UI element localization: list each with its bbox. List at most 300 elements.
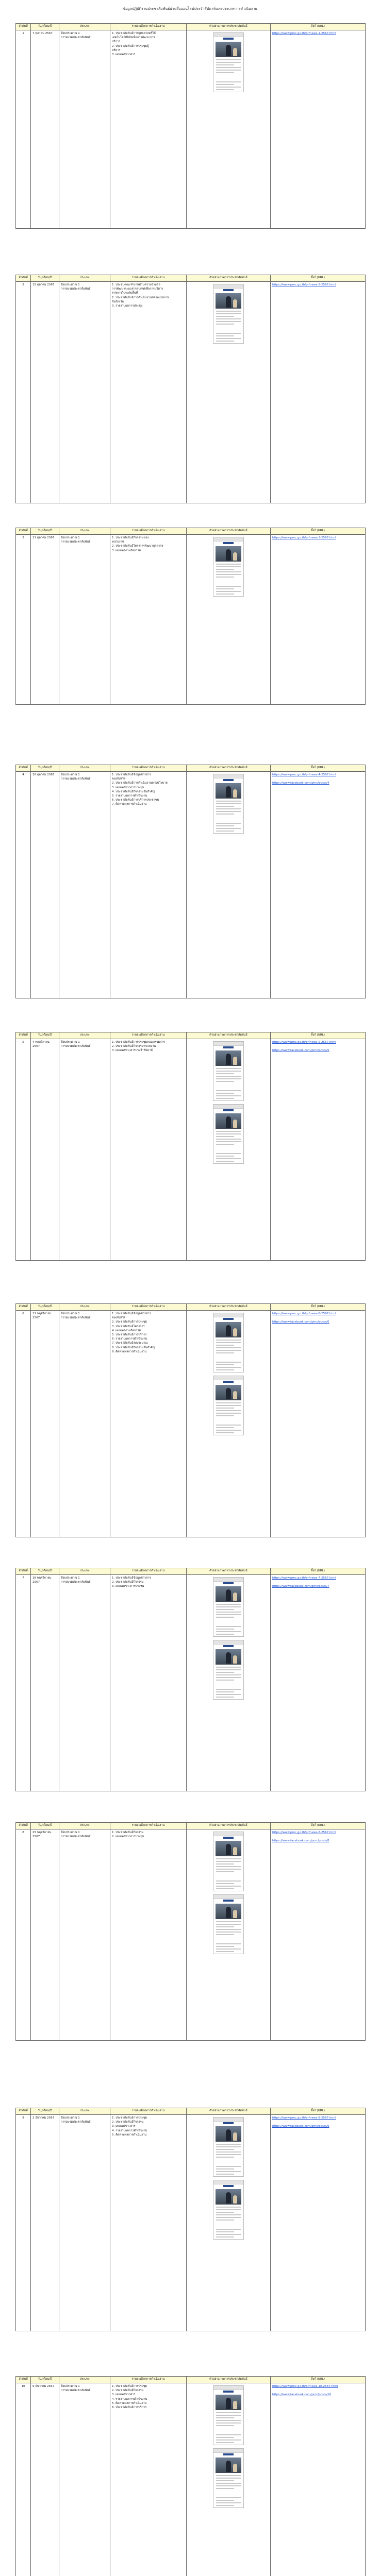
thumbnail-text-line	[216, 801, 241, 802]
thumbnail-text-line	[216, 1364, 234, 1365]
thumbnail-figure	[226, 1652, 231, 1664]
record-category	[59, 1575, 110, 1791]
thumbnail-text-line	[216, 1886, 241, 1887]
column-header: ตัวอย่างภาพการประชาสัมพันธ์	[187, 1823, 271, 1829]
thumbnail-text-line	[216, 2500, 234, 2501]
column-header: วัน/เดือน/ปี	[31, 2108, 59, 2115]
thumbnail-text-line	[216, 1667, 241, 1668]
thumbnail-text-line	[216, 59, 241, 60]
category-line: การอบรมประชาสัมพันธ์	[61, 36, 91, 40]
thumbnail-figure	[233, 552, 237, 561]
detail-line: 4. เผยแพร่ภาพกิจกรรม	[112, 1329, 141, 1332]
column-header: ตัวอย่างภาพการประชาสัมพันธ์	[187, 24, 271, 30]
thumbnail-text-line	[216, 321, 241, 322]
record-table	[15, 275, 366, 503]
thumbnail-spacer	[213, 1355, 243, 1360]
column-header: ตัวอย่างภาพการประชาสัมพันธ์	[187, 1032, 271, 1039]
thumbnail-text-line	[216, 1078, 241, 1079]
record-link[interactable]: https://www.facebook.com/pmc/posts/6	[272, 1320, 329, 1324]
thumbnail-text-line	[216, 1073, 234, 1074]
record-table	[15, 1822, 366, 2041]
detail-line: 5. รายงานผลการดำเนินงาน	[112, 794, 147, 798]
thumbnail-photo	[216, 1904, 241, 1919]
column-header: วัน/เดือน/ปี	[31, 2377, 59, 2383]
thumbnail-text-line	[216, 2417, 234, 2418]
column-header: ตัวอย่างภาพการประชาสัมพันธ์	[187, 2377, 271, 2383]
thumbnail-text-line	[216, 64, 234, 65]
category-line: ปีงบประมาณ 1	[61, 2116, 80, 2120]
column-header: ลำดับที่	[16, 1304, 31, 1311]
record-links	[271, 30, 366, 229]
column-header: ประเภท	[59, 1823, 110, 1829]
record-category	[59, 1311, 110, 1537]
category-line: ปีงบประมาณ 1	[61, 1577, 80, 1580]
thumbnail-text-line	[216, 2480, 234, 2481]
thumbnail-text-line	[216, 1858, 241, 1859]
record-links	[271, 772, 366, 998]
thumbnail-photo	[216, 1113, 241, 1129]
detail-line: 2. ประชาสัมพันธ์การดำเนินงานของหน่วยงาน	[112, 296, 169, 299]
thumbnail-text-line	[216, 2231, 234, 2232]
detail-line: 2. ประชาสัมพันธ์การประชุม	[112, 1320, 147, 1324]
thumbnail-text-line	[216, 2412, 241, 2413]
screenshot-thumbnail	[213, 2448, 244, 2508]
thumbnail-text-line	[216, 577, 234, 578]
table-row	[16, 1039, 366, 1261]
record-link[interactable]: https://www.facebook.com/pmc/posts/9	[272, 2125, 329, 2128]
record-links	[271, 1311, 366, 1537]
record-table	[15, 765, 366, 998]
thumbnail-text-line	[216, 1631, 241, 1632]
thumbnail-text-line	[216, 1680, 234, 1681]
thumbnail-text-line	[216, 828, 241, 829]
thumbnail-header	[213, 1042, 243, 1046]
thumbnail-text-line	[216, 1402, 241, 1403]
thumbnail-spacer	[213, 2490, 243, 2496]
thumbnail-text-line	[216, 1951, 234, 1952]
thumbnail-photo	[216, 2395, 241, 2410]
column-header: รายละเอียดการดำเนินงาน	[110, 24, 187, 30]
thumbnail-text-line	[216, 574, 241, 575]
thumbnail-logo	[223, 38, 234, 40]
detail-line: 3. เผยแพร่ภาพกิจกรรม	[112, 549, 141, 552]
thumbnail-text-line	[216, 2168, 234, 2170]
column-header: ลิ้งก์ (URL)	[271, 275, 366, 282]
category-line: การอบรมประชาสัมพันธ์	[61, 1835, 91, 1839]
record-links	[271, 1039, 366, 1261]
thumbnail-logo	[223, 1837, 234, 1839]
record-link[interactable]: https://www.pmc.go.th/pr/news-2-2567.html	[272, 283, 336, 286]
record-category	[59, 1829, 110, 2041]
record-table	[15, 528, 366, 705]
thumbnail-text-line	[216, 2420, 241, 2421]
record-screenshots	[187, 30, 271, 229]
detail-line: 1. ประชาสัมพันธ์กิจกรรม	[112, 1831, 144, 1834]
thumbnail-text-line	[216, 1161, 234, 1162]
thumbnail-logo	[223, 289, 234, 291]
column-header: ลำดับที่	[16, 275, 31, 282]
thumbnail-text-line	[216, 313, 241, 314]
record-details	[110, 1829, 187, 2041]
thumbnail-figure	[233, 1910, 237, 1918]
thumbnail-header	[213, 1578, 243, 1582]
record-screenshots	[187, 1829, 271, 2041]
thumbnail-text-line	[216, 564, 241, 565]
column-header: ลำดับที่	[16, 2108, 31, 2115]
thumbnail-photo	[216, 1649, 241, 1665]
thumbnail-text-line	[216, 2209, 241, 2210]
thumbnail-text-line	[216, 2422, 241, 2424]
thumbnail-text-line	[216, 2415, 241, 2416]
detail-line: 2. ประชาสัมพันธ์กิจกรรมหน่วยงาน	[112, 1045, 156, 1048]
thumbnail-figure	[233, 2195, 237, 2204]
thumbnail-text-line	[216, 2154, 241, 2155]
detail-line: ของจังหวัด	[112, 777, 126, 781]
thumbnail-text-line	[216, 2234, 241, 2235]
detail-line: 4. ประชาสัมพันธ์กิจกรรมวันสำคัญ	[112, 790, 155, 793]
column-header: ลำดับที่	[16, 2377, 31, 2383]
column-header: วัน/เดือน/ปี	[31, 1823, 59, 1829]
record-category	[59, 772, 110, 998]
thumbnail-logo	[223, 779, 234, 781]
thumbnail-text-line	[216, 316, 234, 317]
thumbnail-text-line	[216, 338, 241, 339]
thumbnail-text-line	[216, 1342, 241, 1343]
detail-line: การพัฒนาระบบสารสนเทศเพื่อการบริหาร	[112, 287, 163, 291]
table-header-row	[16, 765, 366, 772]
record-date: 18 พฤศจิกายน 2567	[31, 1575, 59, 1791]
record-link[interactable]: https://www.facebook.com/pmc/posts/8	[272, 1839, 329, 1843]
thumbnail-photo	[216, 2126, 241, 2142]
detail-line: 6. ประชาสัมพันธ์การบริการประชาชน	[112, 799, 159, 802]
thumbnail-figure	[233, 1592, 237, 1601]
thumbnail-text-line	[216, 2157, 234, 2158]
record-details	[110, 535, 187, 705]
thumbnail-header	[213, 2449, 243, 2453]
thumbnail-header	[213, 1105, 243, 1109]
record-date: 4 พฤศจิกายน 2567	[31, 1039, 59, 1261]
thumbnail-header	[213, 2180, 243, 2184]
thumbnail-text-line	[216, 1156, 234, 1157]
detail-line: บริการ	[112, 40, 121, 44]
column-header: ประเภท	[59, 1568, 110, 1575]
category-line: ปีงบประมาณ 1	[61, 536, 80, 539]
thumbnail-text-line	[216, 2437, 234, 2438]
thumbnail-text-line	[216, 1131, 241, 1132]
record-link[interactable]: https://www.facebook.com/pmc/posts/4	[272, 782, 329, 785]
detail-line: 2. ประชาสัมพันธ์กิจกรรม	[112, 1581, 144, 1584]
detail-line: 3. เผยแพร่ข่าวสาร	[112, 53, 136, 57]
thumbnail-figure	[226, 1907, 231, 1918]
category-line: การอบรมประชาสัมพันธ์	[61, 1045, 91, 1048]
thumbnail-text-line	[216, 1153, 241, 1154]
thumbnail-figure	[226, 549, 231, 561]
thumbnail-text-line	[216, 2505, 234, 2506]
thumbnail-text-line	[216, 1931, 241, 1933]
detail-line: 5. ติดตามผลการดำเนินงาน	[112, 2401, 147, 2405]
record-link[interactable]: https://www.facebook.com/pmc/posts/5	[272, 1049, 329, 1053]
thumbnail-spacer	[213, 1874, 243, 1879]
column-header: รายละเอียดการดำเนินงาน	[110, 2108, 187, 2115]
thumbnail-text-line	[216, 1672, 234, 1673]
thumbnail-figure	[233, 48, 237, 56]
thumbnail-text-line	[216, 2171, 241, 2172]
thumbnail-photo	[216, 2458, 241, 2473]
thumbnail-text-line	[216, 1408, 234, 1409]
record-details	[110, 772, 187, 998]
record-details	[110, 1039, 187, 1261]
thumbnail-text-line	[216, 1609, 234, 1610]
thumbnail-text-line	[216, 2217, 241, 2218]
thumbnail-photo	[216, 546, 241, 562]
table-row	[16, 772, 366, 998]
thumbnail-text-line	[216, 2442, 234, 2443]
column-header: ตัวอย่างภาพการประชาสัมพันธ์	[187, 1304, 271, 1311]
thumbnail-photo	[216, 1385, 241, 1400]
detail-line: 1. ประชาสัมพันธ์การยุทธศาสตร์ใช้	[112, 32, 156, 35]
thumbnail-logo	[223, 2391, 234, 2393]
column-header: ประเภท	[59, 2377, 110, 2383]
table-header-row	[16, 2108, 366, 2115]
thumbnail-spacer	[213, 75, 243, 80]
thumbnail-spacer	[213, 579, 243, 584]
record-link[interactable]: https://www.pmc.go.th/pr/news-3-2567.html	[272, 536, 336, 539]
table-header-row	[16, 1568, 366, 1575]
thumbnail-text-line	[216, 591, 241, 592]
screenshot-thumbnail	[213, 2385, 244, 2445]
thumbnail-text-line	[216, 72, 234, 73]
record-screenshots	[187, 1311, 271, 1537]
table-header-row	[16, 2377, 366, 2383]
record-links	[271, 282, 366, 503]
thumbnail-text-line	[216, 1345, 234, 1346]
record-date: 15 ตุลาคม 2567	[31, 282, 59, 503]
record-table	[15, 23, 366, 229]
thumbnail-text-line	[216, 2502, 241, 2503]
thumbnail-logo	[223, 2453, 234, 2455]
thumbnail-text-line	[216, 1071, 241, 1072]
thumbnail-spacer	[213, 1682, 243, 1687]
thumbnail-figure	[226, 296, 231, 308]
thumbnail-text-line	[216, 1934, 234, 1935]
record-screenshots	[187, 282, 271, 503]
column-header: ลิ้งก์ (URL)	[271, 2377, 366, 2383]
category-line: ปีงบประมาณ 1	[61, 32, 80, 35]
category-line: การอบรมประชาสัมพันธ์	[61, 287, 91, 291]
table-header-row	[16, 1823, 366, 1829]
detail-line: 2. เผยแพร่ข่าวการประชุม	[112, 1835, 144, 1839]
thumbnail-text-line	[216, 1691, 234, 1692]
thumbnail-text-line	[216, 2434, 241, 2435]
column-header: วัน/เดือน/ปี	[31, 1568, 59, 1575]
record-link[interactable]: https://www.pmc.go.th/pr/news-4-2567.html	[272, 773, 336, 776]
record-links	[271, 535, 366, 705]
thumbnail-text-line	[216, 1861, 241, 1862]
thumbnail-text-line	[216, 803, 241, 804]
record-link[interactable]: https://www.pmc.go.th/pr/news-6-2567.html	[272, 1312, 336, 1315]
thumbnail-text-line	[216, 1362, 241, 1363]
thumbnail-photo	[216, 1586, 241, 1602]
column-header: รายละเอียดการดำเนินงาน	[110, 1304, 187, 1311]
thumbnail-text-line	[216, 1629, 234, 1630]
record-link[interactable]: https://www.facebook.com/pmc/posts/7	[272, 1585, 329, 1588]
detail-line: ในจังหวัด	[112, 300, 124, 303]
detail-line: บริหาร	[112, 48, 121, 52]
thumbnail-figure	[233, 1057, 237, 1065]
record-link[interactable]: https://www.pmc.go.th/pr/news-9-2567.html	[272, 2116, 336, 2120]
detail-line: 6. รายงานผลการดำเนินงาน	[112, 1337, 147, 1341]
record-category	[59, 30, 110, 229]
column-header: รายละเอียดการดำเนินงาน	[110, 275, 187, 282]
detail-line: 1. ประชาสัมพันธ์การประชุม	[112, 2385, 147, 2388]
detail-line: 4. รายงานผลการดำเนินงาน	[112, 2129, 147, 2132]
thumbnail-text-line	[216, 594, 234, 595]
record-table	[15, 2376, 366, 2576]
category-line: ปีงบประมาณ 1	[61, 1831, 80, 1834]
thumbnail-header	[213, 2386, 243, 2390]
thumbnail-photo	[216, 2189, 241, 2205]
category-line: ปีงบประมาณ 1	[61, 1041, 80, 1044]
thumbnail-text-line	[216, 1367, 241, 1368]
thumbnail-logo	[223, 1109, 234, 1111]
thumbnail-header	[213, 284, 243, 289]
record-category	[59, 535, 110, 705]
column-header: ประเภท	[59, 275, 110, 282]
column-header: รายละเอียดการดำเนินงาน	[110, 2377, 187, 2383]
thumbnail-logo	[223, 542, 234, 544]
record-link[interactable]: https://www.pmc.go.th/pr/news-5-2567.html	[272, 1041, 336, 1044]
detail-line: 2. ประชาสัมพันธ์การดำเนินงานตามนโยบาย	[112, 782, 168, 785]
thumbnail-figure	[233, 1120, 237, 1128]
detail-line: 1. ประชาสัมพันธ์กิจกรรมของ	[112, 536, 149, 539]
record-link[interactable]: https://www.pmc.go.th/pr/news-1-2567.html	[272, 32, 336, 35]
thumbnail-text-line	[216, 341, 234, 342]
column-header: วัน/เดือน/ปี	[31, 24, 59, 30]
thumbnail-figure	[233, 2464, 237, 2472]
column-header: ลิ้งก์ (URL)	[271, 1568, 366, 1575]
column-header: ตัวอย่างภาพการประชาสัมพันธ์	[187, 1568, 271, 1575]
thumbnail-spacer	[213, 2428, 243, 2433]
table-row	[16, 535, 366, 705]
thumbnail-logo	[223, 2185, 234, 2187]
record-link[interactable]: https://www.pmc.go.th/pr/news-7-2567.html	[272, 1577, 336, 1580]
thumbnail-photo	[216, 293, 241, 309]
column-header: วัน/เดือน/ปี	[31, 765, 59, 772]
record-link[interactable]: https://www.pmc.go.th/pr/news-8-2567.html	[272, 1831, 336, 1834]
record-number: 3	[16, 535, 31, 705]
thumbnail-text-line	[216, 2497, 241, 2498]
record-number: 8	[16, 1829, 31, 2041]
thumbnail-text-line	[216, 318, 241, 319]
thumbnail-text-line	[216, 1095, 241, 1096]
thumbnail-text-line	[216, 1413, 241, 1414]
screenshot-thumbnail	[213, 1640, 244, 1700]
table-header-row	[16, 1304, 366, 1311]
record-link[interactable]: https://www.facebook.com/pmc/posts/10	[272, 2393, 332, 2397]
column-header: ลิ้งก์ (URL)	[271, 24, 366, 30]
table-row	[16, 30, 366, 229]
thumbnail-figure	[226, 1325, 231, 1336]
detail-line: ของจังหวัด	[112, 1316, 126, 1320]
thumbnail-header	[213, 1313, 243, 1317]
thumbnail-text-line	[216, 81, 241, 82]
record-date: 7 ตุลาคม 2567	[31, 30, 59, 229]
thumbnail-text-line	[216, 1093, 234, 1094]
thumbnail-figure	[226, 2398, 231, 2409]
thumbnail-text-line	[216, 2219, 234, 2221]
column-header: ประเภท	[59, 528, 110, 535]
thumbnail-text-line	[216, 811, 241, 812]
thumbnail-text-line	[216, 1617, 234, 1618]
thumbnail-text-line	[216, 2488, 234, 2489]
table-header-row	[16, 528, 366, 535]
record-links	[271, 2115, 366, 2331]
thumbnail-logo	[223, 1318, 234, 1320]
thumbnail-text-line	[216, 1141, 241, 1142]
record-date: 9 ธันวาคม 2567	[31, 2383, 59, 2576]
record-date: 11 พฤศจิกายน 2567	[31, 1311, 59, 1537]
detail-line: 1. ประชาสัมพันธ์ข้อมูลข่าวสาร	[112, 1577, 151, 1580]
thumbnail-spacer	[213, 816, 243, 821]
thumbnail-text-line	[216, 1614, 241, 1615]
column-header: ลิ้งก์ (URL)	[271, 2108, 366, 2115]
thumbnail-text-line	[216, 1604, 241, 1605]
record-category	[59, 2383, 110, 2576]
page-title: ข้อมูลปฏิบัติงานประชาสัมพันธ์ผ่านสื่อออนไลน์ประจำสัปดาห์และประเภทการดำเนินงาน	[123, 7, 257, 11]
thumbnail-text-line	[216, 588, 234, 589]
thumbnail-text-line	[216, 1432, 234, 1433]
thumbnail-text-line	[216, 1405, 241, 1406]
record-screenshots	[187, 772, 271, 998]
thumbnail-text-line	[216, 1880, 241, 1882]
thumbnail-text-line	[216, 1921, 241, 1922]
thumbnail-text-line	[216, 1697, 234, 1698]
screenshot-thumbnail	[213, 1577, 244, 1637]
thumbnail-text-line	[216, 1883, 234, 1884]
screenshot-thumbnail	[213, 2180, 244, 2240]
detail-line: 6. ประชาสัมพันธ์การบริการ	[112, 2406, 147, 2410]
record-details	[110, 282, 187, 503]
thumbnail-text-line	[216, 831, 234, 832]
column-header: ลำดับที่	[16, 1568, 31, 1575]
thumbnail-text-line	[216, 1136, 234, 1137]
screenshot-thumbnail	[213, 537, 244, 597]
record-table	[15, 1032, 366, 1261]
thumbnail-figure	[226, 1388, 231, 1399]
record-category	[59, 1039, 110, 1261]
record-number: 9	[16, 2115, 31, 2331]
column-header: ลำดับที่	[16, 528, 31, 535]
record-details	[110, 2383, 187, 2576]
detail-line: 2. ประชาสัมพันธ์กิจกรรม	[112, 2121, 144, 2124]
thumbnail-header	[213, 33, 243, 37]
thumbnail-text-line	[216, 1340, 241, 1341]
record-number: 1	[16, 30, 31, 229]
thumbnail-photo	[216, 1322, 241, 1337]
record-number: 5	[16, 1039, 31, 1261]
thumbnail-text-line	[216, 2485, 241, 2486]
thumbnail-text-line	[216, 311, 241, 312]
thumbnail-text-line	[216, 333, 241, 334]
thumbnail-text-line	[216, 806, 234, 807]
thumbnail-header	[213, 1895, 243, 1899]
thumbnail-text-line	[216, 1871, 234, 1872]
thumbnail-text-line	[216, 1926, 234, 1927]
thumbnail-logo	[223, 1046, 234, 1048]
thumbnail-text-line	[216, 569, 234, 570]
record-link[interactable]: https://www.pmc.go.th/pr/news-10-2567.html	[272, 2385, 338, 2388]
thumbnail-figure	[226, 1844, 231, 1855]
